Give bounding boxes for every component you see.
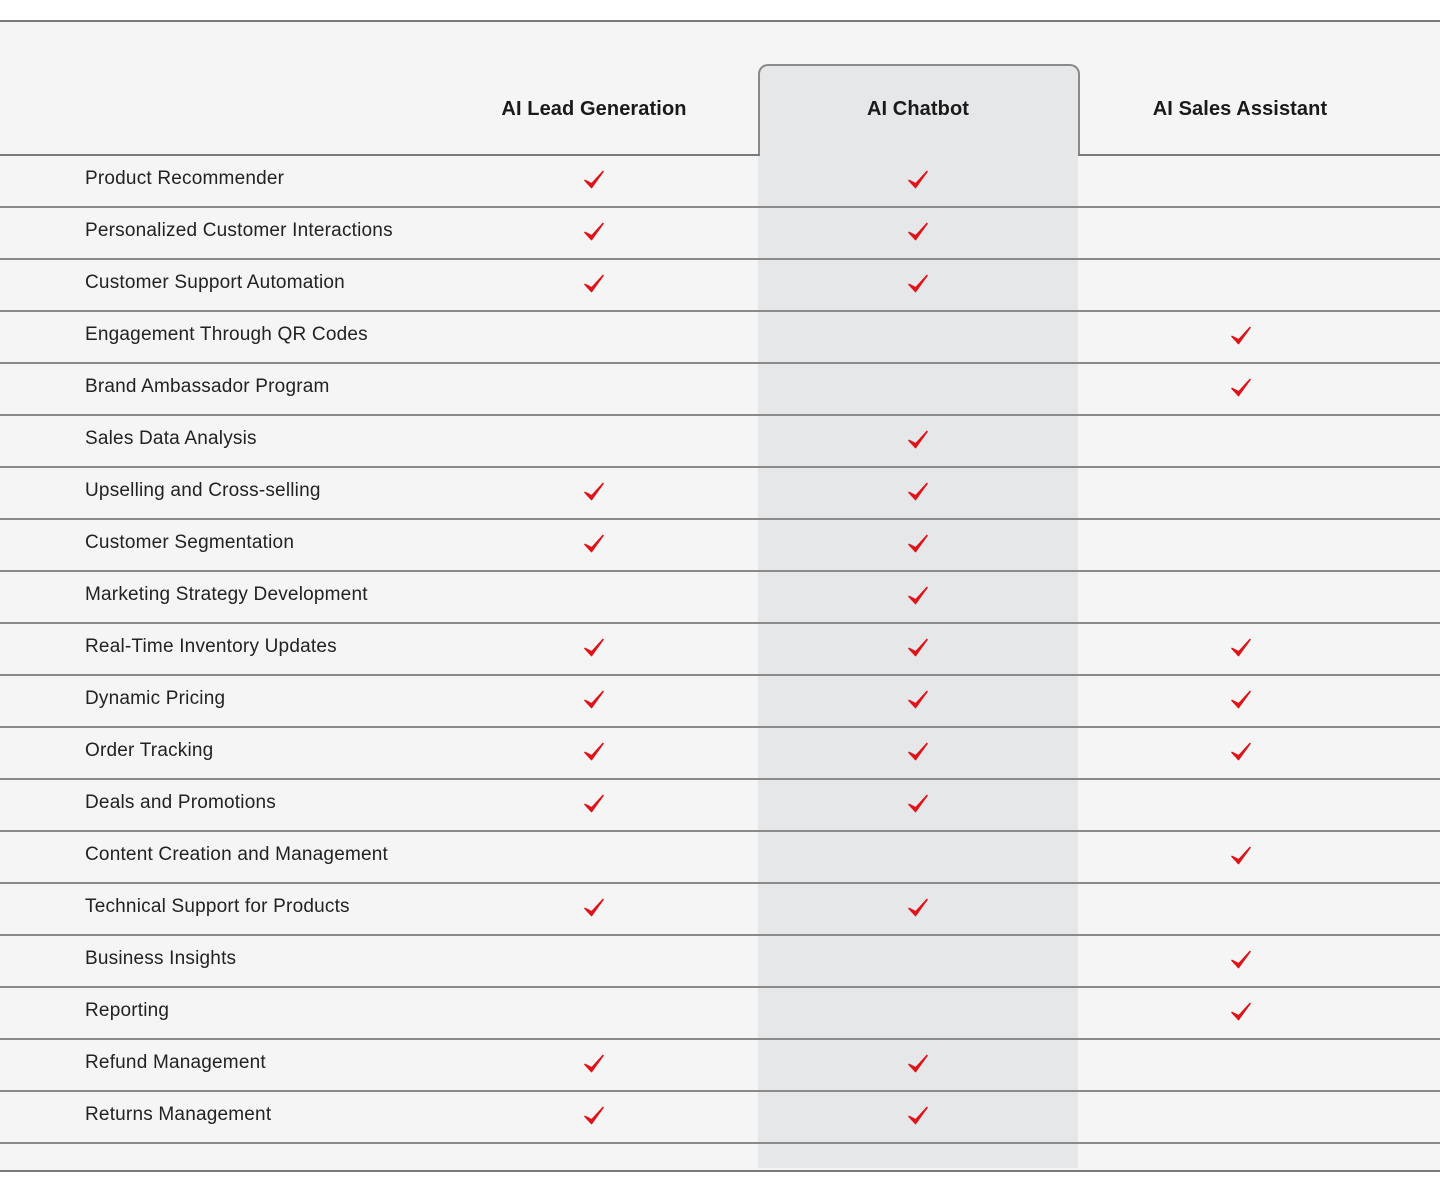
checkmark-icon [1229, 948, 1253, 972]
table-row [0, 572, 1440, 624]
table-row [0, 1040, 1440, 1092]
column-header-ai-lead-generation: AI Lead Generation [501, 98, 687, 120]
feature-label: Reporting [85, 1000, 170, 1021]
checkmark-icon [906, 428, 930, 452]
checkmark-icon [1229, 324, 1253, 348]
feature-label: Returns Management [85, 1104, 272, 1125]
checkmark-icon [582, 1104, 606, 1128]
feature-label: Upselling and Cross-selling [85, 480, 321, 501]
checkmark-icon [582, 896, 606, 920]
comparison-table [0, 20, 1440, 1172]
table-row [0, 1092, 1440, 1144]
checkmark-icon [582, 1052, 606, 1076]
checkmark-icon [1229, 844, 1253, 868]
checkmark-icon [582, 792, 606, 816]
checkmark-icon [582, 220, 606, 244]
checkmark-icon [906, 1104, 930, 1128]
feature-label: Engagement Through QR Codes [85, 324, 368, 345]
checkmark-icon [582, 272, 606, 296]
checkmark-icon [906, 584, 930, 608]
checkmark-icon [1229, 740, 1253, 764]
feature-rows [0, 156, 1440, 1144]
feature-label: Order Tracking [85, 740, 214, 761]
table-row [0, 936, 1440, 988]
checkmark-icon [582, 688, 606, 712]
checkmark-icon [1229, 1000, 1253, 1024]
feature-label: Personalized Customer Interactions [85, 220, 393, 241]
feature-label: Business Insights [85, 948, 237, 969]
table-row [0, 728, 1440, 780]
table-row [0, 676, 1440, 728]
feature-label: Deals and Promotions [85, 792, 276, 813]
feature-label: Marketing Strategy Development [85, 584, 368, 605]
table-row [0, 260, 1440, 312]
table-row [0, 780, 1440, 832]
checkmark-icon [906, 740, 930, 764]
checkmark-icon [906, 272, 930, 296]
feature-label: Brand Ambassador Program [85, 376, 330, 397]
column-header-ai-sales-assistant: AI Sales Assistant [1152, 98, 1328, 120]
checkmark-icon [582, 740, 606, 764]
feature-label: Customer Segmentation [85, 532, 295, 553]
table-row [0, 988, 1440, 1040]
checkmark-icon [1229, 688, 1253, 712]
table-row [0, 208, 1440, 260]
feature-label: Real-Time Inventory Updates [85, 636, 337, 657]
checkmark-icon [906, 792, 930, 816]
feature-label: Technical Support for Products [85, 896, 350, 917]
checkmark-icon [906, 688, 930, 712]
table-row [0, 624, 1440, 676]
feature-label: Customer Support Automation [85, 272, 345, 293]
table-row [0, 364, 1440, 416]
feature-label: Refund Management [85, 1052, 266, 1073]
table-row [0, 156, 1440, 208]
feature-label: Sales Data Analysis [85, 428, 257, 449]
column-header-ai-chatbot: AI Chatbot [866, 98, 970, 120]
table-row [0, 312, 1440, 364]
checkmark-icon [906, 220, 930, 244]
checkmark-icon [582, 168, 606, 192]
table-row [0, 884, 1440, 936]
checkmark-icon [906, 896, 930, 920]
feature-label: Dynamic Pricing [85, 688, 226, 709]
table-row [0, 520, 1440, 572]
checkmark-icon [582, 636, 606, 660]
table-row [0, 832, 1440, 884]
checkmark-icon [906, 636, 930, 660]
checkmark-icon [1229, 636, 1253, 660]
checkmark-icon [1229, 376, 1253, 400]
checkmark-icon [906, 168, 930, 192]
feature-label: Product Recommender [85, 168, 285, 189]
checkmark-icon [582, 480, 606, 504]
feature-label: Content Creation and Management [85, 844, 389, 865]
checkmark-icon [906, 532, 930, 556]
checkmark-icon [582, 532, 606, 556]
checkmark-icon [906, 1052, 930, 1076]
checkmark-icon [906, 480, 930, 504]
table-row [0, 416, 1440, 468]
table-row [0, 468, 1440, 520]
